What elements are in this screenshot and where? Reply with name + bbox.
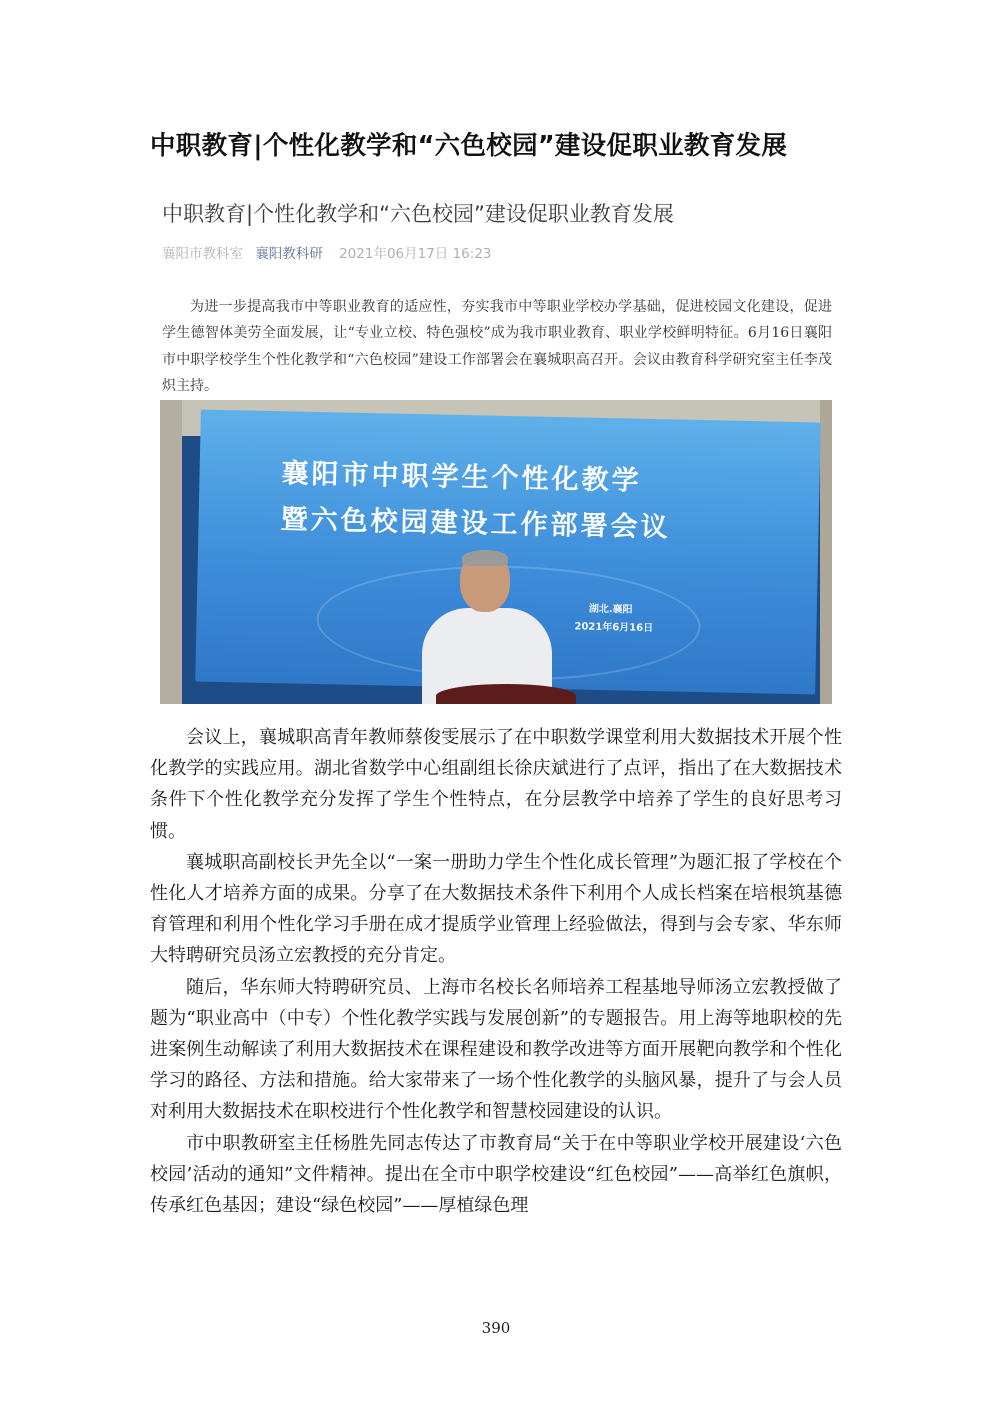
article-screenshot	[158, 190, 834, 708]
source-org: 襄阳市教科室	[162, 246, 243, 262]
body-paragraph: 随后，华东师大特聘研究员、上海市名校长名师培养工程基地导师汤立宏教授做了题为“职业高中（中专）个性化教学实践与发展创新”的专题报告。用上海等地职校的先进案例生动解读了利用大数据技术在课程建设和教学改进等方面开展靶向教学和个性化学习的路径、方法和措施。给大家带来了一场个性化教学的头脑风暴，提升了与会人员对利用大数据技术在职校进行个性化教学和智慧校园建设的认识。	[150, 976, 842, 1123]
speaker-figure	[422, 550, 552, 704]
publish-datetime: 2021年06月17日 16:23	[339, 246, 492, 262]
article-intro: 为进一步提高我市中等职业教育的适应性，夯实我市中等职业学校办学基础，促进校园文化建设，促进学生德智体美劳全面发展，让“专业立校、特色强校”成为我市职业教育、职业学校鲜明特征。6月16日襄阳市中职学校学生个性化教学和“六色校园”建设工作部署会在襄城职高召开。会议由教育科学研究室主任李茂炽主持。	[162, 299, 832, 395]
body-paragraph: 会议上，襄城职高青年教师蔡俊雯展示了在中职数学课堂利用大数据技术开展个性化教学的实践应用。湖北省数学中心组副组长徐庆斌进行了点评，指出了在大数据技术条件下个性化教学充分发挥了学生个性特点，在分层教学中培养了学生的良好思考习惯。	[150, 727, 842, 842]
speaker-hair	[462, 550, 508, 566]
document-title: 中职教育|个性化教学和“六色校园”建设促职业教育发展	[150, 131, 788, 161]
wall-left	[160, 400, 182, 704]
meeting-photo	[160, 400, 832, 704]
screen-title-line2: 暨六色校园建设工作部署会议	[280, 504, 671, 544]
body-paragraph: 市中职教研室主任杨胜先同志传达了市教育局“关于在中等职业学校开展建设‘六色校园’活动的通知”文件精神。提出在全市中职学校建设“红色校园”——高举红色旗帜，传承红色基因；建设“绿色校园”——厚植绿色理	[150, 1132, 842, 1217]
body-paragraph: 襄城职高副校长尹先全以“一案一册助力学生个性化成长管理”为题汇报了学校在个性化人才培养方面的成果。分享了在大数据技术条件下利用个人成长档案在培根筑基德育管理和利用个性化学习手册在成才提质学业管理上经验做法，得到与会专家、华东师大特聘研究员汤立宏教授的充分肯定。	[150, 851, 842, 967]
screen-place: 湖北.襄阳	[588, 603, 633, 616]
screen-title-line1: 襄阳市中职学生个性化教学	[281, 458, 642, 497]
screen-date: 2021年6月16日	[574, 621, 654, 635]
account-link[interactable]: 襄阳教科研	[255, 246, 323, 262]
article-body	[150, 722, 842, 1221]
podium	[436, 684, 576, 704]
page-number: 390	[481, 1319, 511, 1337]
article-meta	[162, 242, 492, 262]
article-title: 中职教育|个性化教学和“六色校园”建设促职业教育发展	[162, 202, 674, 226]
wall-right	[820, 400, 832, 704]
